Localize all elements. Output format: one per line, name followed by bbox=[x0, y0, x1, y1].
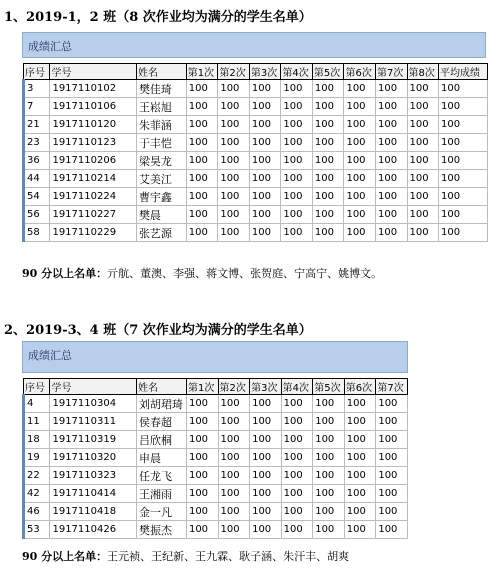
table-row bbox=[24, 170, 488, 188]
score-cell: 100 bbox=[439, 152, 488, 170]
score-cell: 100 bbox=[250, 485, 282, 503]
score-cell: 100 bbox=[313, 395, 345, 413]
student-id-cell: 1917110229 bbox=[50, 224, 136, 242]
student-id-cell: 1917110120 bbox=[50, 116, 136, 134]
student-id-cell: 1917110206 bbox=[50, 152, 136, 170]
score-cell: 100 bbox=[249, 224, 281, 242]
table-row bbox=[24, 206, 488, 224]
student-name-cell: 张艺源 bbox=[136, 224, 186, 242]
score-cell: 100 bbox=[249, 188, 281, 206]
score-cell: 100 bbox=[312, 134, 344, 152]
section1-header-row bbox=[24, 64, 488, 80]
table-row bbox=[24, 503, 408, 521]
column-header: 第7次 bbox=[375, 64, 407, 80]
section1-panel-title: 成绩汇总 bbox=[22, 32, 486, 58]
score-cell: 100 bbox=[313, 467, 345, 485]
score-cell: 100 bbox=[344, 80, 376, 98]
student-name-cell: 侯春超 bbox=[137, 413, 187, 431]
table-row bbox=[24, 152, 488, 170]
student-name-cell: 曹宇鑫 bbox=[136, 188, 186, 206]
score-cell: 100 bbox=[439, 116, 488, 134]
row-number-cell: 22 bbox=[24, 467, 50, 485]
score-cell: 100 bbox=[281, 206, 313, 224]
table-row bbox=[24, 485, 408, 503]
score-cell: 100 bbox=[186, 152, 218, 170]
student-name-cell: 樊佳琦 bbox=[136, 80, 186, 98]
table-row bbox=[24, 449, 408, 467]
row-number-cell: 36 bbox=[24, 152, 50, 170]
score-cell: 100 bbox=[312, 98, 344, 116]
section2-score-table bbox=[22, 378, 408, 539]
student-name-cell: 王崧旭 bbox=[136, 98, 186, 116]
score-cell: 100 bbox=[186, 431, 218, 449]
score-cell: 100 bbox=[376, 431, 408, 449]
score-cell: 100 bbox=[312, 170, 344, 188]
column-header: 第1次 bbox=[186, 379, 218, 395]
section1-heading: 1、2019-1，2 班（8 次作业均为满分的学生名单） bbox=[4, 10, 312, 25]
score-cell: 100 bbox=[281, 449, 313, 467]
score-cell: 100 bbox=[344, 224, 376, 242]
column-header: 第3次 bbox=[250, 379, 282, 395]
score-cell: 100 bbox=[375, 170, 407, 188]
row-number-cell: 19 bbox=[24, 449, 50, 467]
score-cell: 100 bbox=[376, 521, 408, 539]
score-cell: 100 bbox=[281, 521, 313, 539]
score-cell: 100 bbox=[249, 152, 281, 170]
score-cell: 100 bbox=[218, 431, 250, 449]
section1-note-text: 亓航、董澳、李强、蒋文博、张贺庭、宁高宁、姚博文。 bbox=[107, 267, 383, 280]
score-cell: 100 bbox=[375, 80, 407, 98]
score-cell: 100 bbox=[344, 431, 376, 449]
score-cell: 100 bbox=[218, 188, 250, 206]
score-cell: 100 bbox=[250, 413, 282, 431]
score-cell: 100 bbox=[376, 503, 408, 521]
student-id-cell: 1917110304 bbox=[50, 395, 137, 413]
column-header: 第4次 bbox=[281, 64, 313, 80]
row-number-cell: 42 bbox=[24, 485, 50, 503]
row-number-cell: 56 bbox=[24, 206, 50, 224]
score-cell: 100 bbox=[186, 395, 218, 413]
score-cell: 100 bbox=[313, 503, 345, 521]
score-cell: 100 bbox=[186, 134, 218, 152]
score-cell: 100 bbox=[344, 467, 376, 485]
column-header: 第4次 bbox=[281, 379, 313, 395]
score-cell: 100 bbox=[218, 98, 250, 116]
row-number-cell: 18 bbox=[24, 431, 50, 449]
table-row bbox=[24, 395, 408, 413]
score-cell: 100 bbox=[281, 116, 313, 134]
student-name-cell: 于丰恺 bbox=[136, 134, 186, 152]
score-cell: 100 bbox=[313, 521, 345, 539]
student-id-cell: 1917110418 bbox=[50, 503, 137, 521]
score-cell: 100 bbox=[376, 413, 408, 431]
column-header: 第6次 bbox=[344, 379, 376, 395]
student-name-cell: 任龙飞 bbox=[137, 467, 187, 485]
score-cell: 100 bbox=[375, 188, 407, 206]
student-id-cell: 1917110106 bbox=[50, 98, 136, 116]
score-cell: 100 bbox=[312, 80, 344, 98]
score-cell: 100 bbox=[281, 152, 313, 170]
score-cell: 100 bbox=[218, 503, 250, 521]
section2-note bbox=[22, 548, 349, 564]
score-cell: 100 bbox=[249, 170, 281, 188]
score-cell: 100 bbox=[376, 485, 408, 503]
score-cell: 100 bbox=[313, 413, 345, 431]
student-id-cell: 1917110102 bbox=[50, 80, 136, 98]
score-cell: 100 bbox=[375, 152, 407, 170]
score-cell: 100 bbox=[218, 224, 250, 242]
student-id-cell: 1917110319 bbox=[50, 431, 137, 449]
score-cell: 100 bbox=[312, 206, 344, 224]
section2-note-text: 王元祯、王纪新、王九霖、耿子涵、朱汗丰、胡爽 bbox=[107, 550, 350, 563]
table-row bbox=[24, 413, 408, 431]
student-id-cell: 1917110414 bbox=[50, 485, 137, 503]
score-cell: 100 bbox=[218, 116, 250, 134]
score-cell: 100 bbox=[281, 170, 313, 188]
score-cell: 100 bbox=[186, 188, 218, 206]
score-cell: 100 bbox=[186, 170, 218, 188]
column-header: 序号 bbox=[24, 379, 50, 395]
column-header: 姓名 bbox=[137, 379, 187, 395]
score-cell: 100 bbox=[407, 80, 439, 98]
section2-heading: 2、2019-3、4 班（7 次作业均为满分的学生名单） bbox=[4, 323, 312, 338]
section1-note-label: 90 分以上名单： bbox=[22, 267, 108, 280]
score-cell: 100 bbox=[186, 98, 218, 116]
score-cell: 100 bbox=[218, 485, 250, 503]
score-cell: 100 bbox=[407, 134, 439, 152]
row-number-cell: 21 bbox=[24, 116, 50, 134]
score-cell: 100 bbox=[344, 116, 376, 134]
score-cell: 100 bbox=[439, 224, 488, 242]
row-number-cell: 3 bbox=[24, 80, 50, 98]
score-cell: 100 bbox=[375, 98, 407, 116]
score-cell: 100 bbox=[313, 431, 345, 449]
score-cell: 100 bbox=[281, 503, 313, 521]
table-row bbox=[24, 188, 488, 206]
score-cell: 100 bbox=[376, 467, 408, 485]
student-id-cell: 1917110227 bbox=[50, 206, 136, 224]
score-cell: 100 bbox=[186, 224, 218, 242]
score-cell: 100 bbox=[218, 467, 250, 485]
score-cell: 100 bbox=[344, 395, 376, 413]
score-cell: 100 bbox=[312, 188, 344, 206]
score-cell: 100 bbox=[344, 503, 376, 521]
student-id-cell: 1917110214 bbox=[50, 170, 136, 188]
score-cell: 100 bbox=[281, 413, 313, 431]
score-cell: 100 bbox=[439, 170, 488, 188]
row-number-cell: 53 bbox=[24, 521, 50, 539]
section2-note-label: 90 分以上名单： bbox=[22, 550, 108, 563]
score-cell: 100 bbox=[186, 116, 218, 134]
score-cell: 100 bbox=[407, 224, 439, 242]
score-cell: 100 bbox=[281, 224, 313, 242]
score-cell: 100 bbox=[218, 413, 250, 431]
score-cell: 100 bbox=[186, 521, 218, 539]
table-row bbox=[24, 521, 408, 539]
section2-header-row bbox=[24, 379, 408, 395]
score-cell: 100 bbox=[312, 152, 344, 170]
student-name-cell: 王湘雨 bbox=[137, 485, 187, 503]
score-cell: 100 bbox=[281, 485, 313, 503]
student-name-cell: 申晨 bbox=[137, 449, 187, 467]
student-name-cell: 刘胡珺琦 bbox=[137, 395, 187, 413]
table-row bbox=[24, 116, 488, 134]
column-header: 学号 bbox=[50, 64, 136, 80]
student-name-cell: 樊晨 bbox=[136, 206, 186, 224]
column-header: 第2次 bbox=[218, 379, 250, 395]
score-cell: 100 bbox=[186, 503, 218, 521]
score-cell: 100 bbox=[407, 152, 439, 170]
column-header: 第5次 bbox=[313, 379, 345, 395]
student-name-cell: 艾美江 bbox=[136, 170, 186, 188]
student-name-cell: 金一凡 bbox=[137, 503, 187, 521]
section2-panel bbox=[22, 341, 408, 539]
score-cell: 100 bbox=[281, 98, 313, 116]
score-cell: 100 bbox=[344, 521, 376, 539]
column-header: 第6次 bbox=[344, 64, 376, 80]
table-row bbox=[24, 98, 488, 116]
score-cell: 100 bbox=[218, 80, 250, 98]
score-cell: 100 bbox=[313, 485, 345, 503]
score-cell: 100 bbox=[281, 188, 313, 206]
student-id-cell: 1917110224 bbox=[50, 188, 136, 206]
row-number-cell: 44 bbox=[24, 170, 50, 188]
score-cell: 100 bbox=[186, 80, 218, 98]
score-cell: 100 bbox=[439, 188, 488, 206]
score-cell: 100 bbox=[218, 206, 250, 224]
score-cell: 100 bbox=[344, 413, 376, 431]
row-number-cell: 23 bbox=[24, 134, 50, 152]
student-name-cell: 朱菲涵 bbox=[136, 116, 186, 134]
score-cell: 100 bbox=[344, 188, 376, 206]
column-header: 第3次 bbox=[249, 64, 281, 80]
section1-note bbox=[22, 265, 382, 281]
column-header: 平均成绩 bbox=[439, 64, 488, 80]
score-cell: 100 bbox=[218, 134, 250, 152]
score-cell: 100 bbox=[281, 467, 313, 485]
score-cell: 100 bbox=[186, 485, 218, 503]
score-cell: 100 bbox=[439, 80, 488, 98]
column-header: 学号 bbox=[50, 379, 137, 395]
score-cell: 100 bbox=[249, 134, 281, 152]
score-cell: 100 bbox=[407, 206, 439, 224]
score-cell: 100 bbox=[186, 206, 218, 224]
row-number-cell: 58 bbox=[24, 224, 50, 242]
score-cell: 100 bbox=[344, 152, 376, 170]
row-number-cell: 54 bbox=[24, 188, 50, 206]
table-row bbox=[24, 224, 488, 242]
score-cell: 100 bbox=[250, 503, 282, 521]
score-cell: 100 bbox=[375, 224, 407, 242]
score-cell: 100 bbox=[439, 98, 488, 116]
student-id-cell: 1917110123 bbox=[50, 134, 136, 152]
column-header: 第2次 bbox=[218, 64, 250, 80]
score-cell: 100 bbox=[375, 206, 407, 224]
score-cell: 100 bbox=[250, 521, 282, 539]
score-cell: 100 bbox=[407, 98, 439, 116]
score-cell: 100 bbox=[250, 395, 282, 413]
section2-panel-title: 成绩汇总 bbox=[22, 341, 408, 373]
row-number-cell: 11 bbox=[24, 413, 50, 431]
row-number-cell: 4 bbox=[24, 395, 50, 413]
column-header: 序号 bbox=[24, 64, 50, 80]
section1-panel bbox=[22, 32, 488, 242]
score-cell: 100 bbox=[186, 467, 218, 485]
score-cell: 100 bbox=[375, 116, 407, 134]
student-name-cell: 梁昊龙 bbox=[136, 152, 186, 170]
score-cell: 100 bbox=[218, 152, 250, 170]
score-cell: 100 bbox=[344, 485, 376, 503]
student-id-cell: 1917110320 bbox=[50, 449, 137, 467]
student-id-cell: 1917110311 bbox=[50, 413, 137, 431]
score-cell: 100 bbox=[312, 224, 344, 242]
score-cell: 100 bbox=[250, 467, 282, 485]
student-id-cell: 1917110426 bbox=[50, 521, 137, 539]
score-cell: 100 bbox=[249, 98, 281, 116]
score-cell: 100 bbox=[344, 170, 376, 188]
score-cell: 100 bbox=[344, 449, 376, 467]
score-cell: 100 bbox=[281, 395, 313, 413]
score-cell: 100 bbox=[376, 395, 408, 413]
score-cell: 100 bbox=[218, 521, 250, 539]
column-header: 姓名 bbox=[136, 64, 186, 80]
score-cell: 100 bbox=[218, 170, 250, 188]
score-cell: 100 bbox=[250, 431, 282, 449]
student-name-cell: 樊振杰 bbox=[137, 521, 187, 539]
score-cell: 100 bbox=[250, 449, 282, 467]
table-row bbox=[24, 431, 408, 449]
score-cell: 100 bbox=[344, 98, 376, 116]
score-cell: 100 bbox=[344, 134, 376, 152]
score-cell: 100 bbox=[249, 206, 281, 224]
score-cell: 100 bbox=[407, 116, 439, 134]
score-cell: 100 bbox=[218, 449, 250, 467]
score-cell: 100 bbox=[376, 449, 408, 467]
score-cell: 100 bbox=[313, 449, 345, 467]
score-cell: 100 bbox=[344, 206, 376, 224]
table-row bbox=[24, 467, 408, 485]
score-cell: 100 bbox=[186, 413, 218, 431]
row-number-cell: 46 bbox=[24, 503, 50, 521]
student-name-cell: 吕欣桐 bbox=[137, 431, 187, 449]
score-cell: 100 bbox=[312, 116, 344, 134]
table-row bbox=[24, 134, 488, 152]
score-cell: 100 bbox=[439, 206, 488, 224]
table-row bbox=[24, 80, 488, 98]
score-cell: 100 bbox=[281, 80, 313, 98]
score-cell: 100 bbox=[281, 134, 313, 152]
section1-score-table bbox=[22, 63, 488, 242]
student-id-cell: 1917110323 bbox=[50, 467, 137, 485]
column-header: 第8次 bbox=[407, 64, 439, 80]
score-cell: 100 bbox=[249, 116, 281, 134]
score-cell: 100 bbox=[218, 395, 250, 413]
score-cell: 100 bbox=[407, 170, 439, 188]
row-number-cell: 7 bbox=[24, 98, 50, 116]
score-cell: 100 bbox=[249, 80, 281, 98]
score-cell: 100 bbox=[186, 449, 218, 467]
column-header: 第5次 bbox=[312, 64, 344, 80]
score-cell: 100 bbox=[281, 431, 313, 449]
score-cell: 100 bbox=[439, 134, 488, 152]
score-cell: 100 bbox=[375, 134, 407, 152]
column-header: 第1次 bbox=[186, 64, 218, 80]
column-header: 第7次 bbox=[376, 379, 408, 395]
score-cell: 100 bbox=[407, 188, 439, 206]
